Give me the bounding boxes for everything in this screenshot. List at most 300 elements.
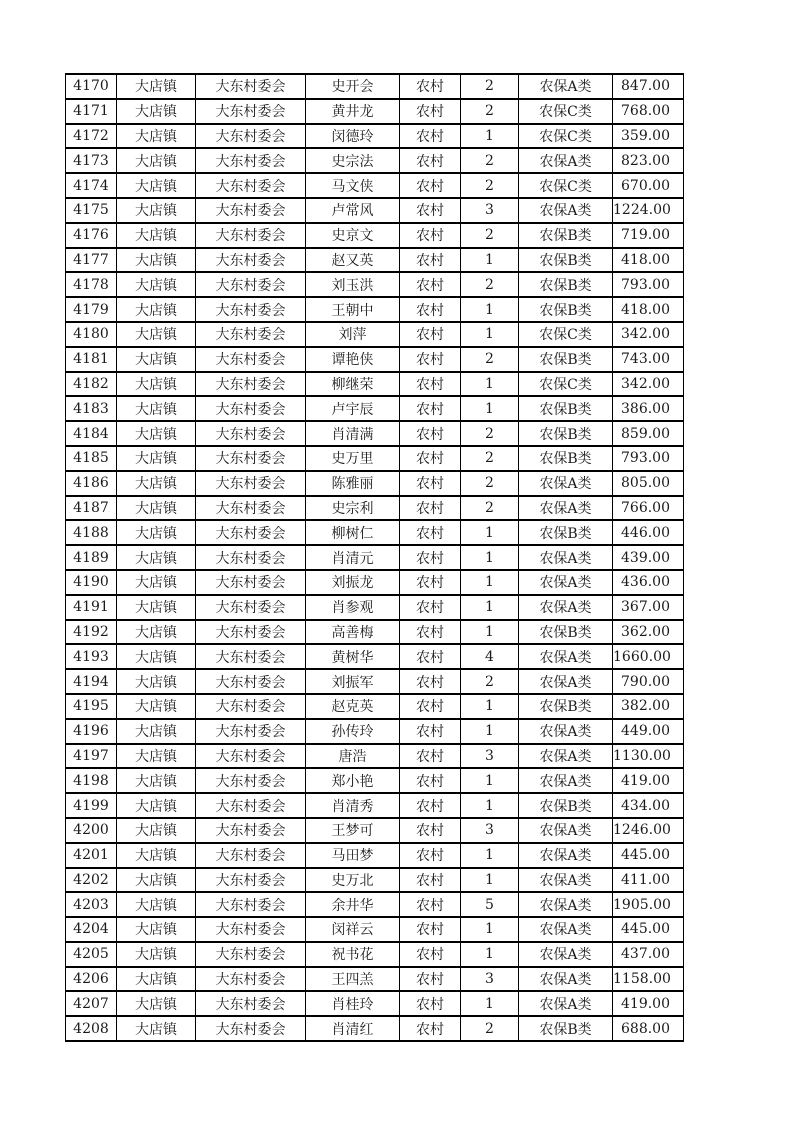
cell-count: 1 [461,322,519,347]
cell-amount: 688.00 [613,1016,684,1041]
cell-count: 1 [461,372,519,397]
cell-serial: 4195 [66,694,117,719]
cell-category: 农保B类 [519,1016,613,1041]
cell-count: 2 [461,74,519,99]
cell-residence: 农村 [400,719,461,744]
table-row [66,570,684,595]
cell-amount: 446.00 [613,520,684,545]
cell-serial: 4188 [66,520,117,545]
cell-village: 大东村委会 [196,545,306,570]
table-row [66,818,684,843]
cell-residence: 农村 [400,967,461,992]
cell-name: 史开会 [306,74,400,99]
cell-village: 大东村委会 [196,372,306,397]
table-row [66,372,684,397]
table-row [66,768,684,793]
cell-amount: 418.00 [613,248,684,273]
cell-village: 大东村委会 [196,719,306,744]
cell-village: 大东村委会 [196,520,306,545]
cell-count: 1 [461,694,519,719]
cell-town: 大店镇 [117,818,196,843]
cell-village: 大东村委会 [196,148,306,173]
cell-residence: 农村 [400,496,461,521]
cell-serial: 4176 [66,223,117,248]
cell-count: 3 [461,818,519,843]
cell-count: 1 [461,768,519,793]
cell-serial: 4185 [66,446,117,471]
table-row [66,694,684,719]
cell-town: 大店镇 [117,793,196,818]
cell-village: 大东村委会 [196,396,306,421]
cell-village: 大东村委会 [196,272,306,297]
cell-count: 2 [461,1016,519,1041]
cell-category: 农保C类 [519,322,613,347]
table-body [66,74,684,1041]
table-row [66,471,684,496]
table-row [66,272,684,297]
cell-count: 1 [461,595,519,620]
cell-name: 黄树华 [306,644,400,669]
cell-amount: 445.00 [613,917,684,942]
cell-count: 2 [461,496,519,521]
cell-amount: 434.00 [613,793,684,818]
cell-residence: 农村 [400,297,461,322]
cell-serial: 4204 [66,917,117,942]
cell-count: 1 [461,843,519,868]
cell-village: 大东村委会 [196,223,306,248]
cell-serial: 4199 [66,793,117,818]
cell-amount: 437.00 [613,942,684,967]
cell-count: 1 [461,545,519,570]
cell-serial: 4178 [66,272,117,297]
cell-serial: 4194 [66,669,117,694]
cell-name: 柳继荣 [306,372,400,397]
table-row [66,173,684,198]
cell-category: 农保B类 [519,248,613,273]
cell-category: 农保A类 [519,644,613,669]
cell-residence: 农村 [400,917,461,942]
cell-count: 3 [461,967,519,992]
cell-amount: 419.00 [613,768,684,793]
cell-residence: 农村 [400,843,461,868]
cell-amount: 670.00 [613,173,684,198]
cell-count: 1 [461,942,519,967]
cell-village: 大东村委会 [196,446,306,471]
cell-amount: 743.00 [613,347,684,372]
cell-category: 农保B类 [519,520,613,545]
cell-serial: 4179 [66,297,117,322]
cell-town: 大店镇 [117,520,196,545]
cell-amount: 418.00 [613,297,684,322]
cell-category: 农保B类 [519,223,613,248]
cell-town: 大店镇 [117,446,196,471]
cell-serial: 4193 [66,644,117,669]
table-row [66,644,684,669]
cell-residence: 农村 [400,545,461,570]
cell-category: 农保A类 [519,843,613,868]
cell-town: 大店镇 [117,74,196,99]
cell-village: 大东村委会 [196,744,306,769]
table-row [66,545,684,570]
cell-residence: 农村 [400,991,461,1016]
cell-residence: 农村 [400,768,461,793]
cell-residence: 农村 [400,421,461,446]
insurance-payment-table [65,73,684,1042]
cell-count: 3 [461,198,519,223]
cell-count: 1 [461,719,519,744]
cell-town: 大店镇 [117,421,196,446]
cell-town: 大店镇 [117,694,196,719]
cell-village: 大东村委会 [196,843,306,868]
table-row [66,496,684,521]
cell-name: 黄井龙 [306,99,400,124]
cell-town: 大店镇 [117,99,196,124]
cell-name: 肖清秀 [306,793,400,818]
cell-residence: 农村 [400,223,461,248]
cell-name: 王朝中 [306,297,400,322]
cell-town: 大店镇 [117,198,196,223]
cell-town: 大店镇 [117,545,196,570]
table-row [66,198,684,223]
cell-category: 农保B类 [519,421,613,446]
table-row [66,620,684,645]
table-row [66,843,684,868]
cell-residence: 农村 [400,198,461,223]
cell-serial: 4183 [66,396,117,421]
cell-count: 2 [461,173,519,198]
cell-serial: 4191 [66,595,117,620]
cell-count: 1 [461,570,519,595]
cell-serial: 4189 [66,545,117,570]
cell-name: 史宗法 [306,148,400,173]
cell-residence: 农村 [400,818,461,843]
cell-category: 农保A类 [519,818,613,843]
table-row [66,421,684,446]
cell-village: 大东村委会 [196,694,306,719]
cell-name: 肖清元 [306,545,400,570]
cell-category: 农保A类 [519,669,613,694]
cell-amount: 1224.00 [613,198,684,223]
cell-town: 大店镇 [117,223,196,248]
cell-serial: 4175 [66,198,117,223]
cell-amount: 793.00 [613,272,684,297]
table-row [66,99,684,124]
cell-name: 刘振军 [306,669,400,694]
cell-name: 卢常风 [306,198,400,223]
cell-count: 2 [461,148,519,173]
cell-amount: 367.00 [613,595,684,620]
cell-serial: 4203 [66,892,117,917]
cell-serial: 4205 [66,942,117,967]
cell-amount: 362.00 [613,620,684,645]
cell-name: 史万里 [306,446,400,471]
cell-name: 唐浩 [306,744,400,769]
cell-category: 农保A类 [519,967,613,992]
cell-village: 大东村委会 [196,570,306,595]
cell-count: 5 [461,892,519,917]
cell-residence: 农村 [400,644,461,669]
cell-village: 大东村委会 [196,768,306,793]
table-row [66,74,684,99]
cell-name: 肖桂玲 [306,991,400,1016]
cell-count: 2 [461,446,519,471]
cell-category: 农保A类 [519,496,613,521]
cell-village: 大东村委会 [196,868,306,893]
cell-village: 大东村委会 [196,793,306,818]
cell-residence: 农村 [400,595,461,620]
cell-name: 高善梅 [306,620,400,645]
table-row [66,297,684,322]
cell-serial: 4201 [66,843,117,868]
cell-name: 祝书花 [306,942,400,967]
cell-residence: 农村 [400,372,461,397]
table-row [66,719,684,744]
cell-category: 农保A类 [519,942,613,967]
cell-amount: 847.00 [613,74,684,99]
cell-village: 大东村委会 [196,595,306,620]
table-row [66,148,684,173]
cell-name: 史京文 [306,223,400,248]
cell-residence: 农村 [400,868,461,893]
cell-amount: 790.00 [613,669,684,694]
cell-town: 大店镇 [117,744,196,769]
cell-count: 1 [461,520,519,545]
cell-name: 余井华 [306,892,400,917]
cell-residence: 农村 [400,471,461,496]
cell-residence: 农村 [400,322,461,347]
cell-town: 大店镇 [117,843,196,868]
cell-amount: 805.00 [613,471,684,496]
cell-serial: 4187 [66,496,117,521]
cell-residence: 农村 [400,148,461,173]
cell-name: 郑小艳 [306,768,400,793]
cell-count: 1 [461,297,519,322]
cell-count: 2 [461,223,519,248]
cell-town: 大店镇 [117,471,196,496]
cell-name: 马田梦 [306,843,400,868]
cell-serial: 4207 [66,991,117,1016]
cell-category: 农保C类 [519,124,613,149]
cell-serial: 4200 [66,818,117,843]
cell-count: 4 [461,644,519,669]
cell-name: 王梦可 [306,818,400,843]
table-row [66,892,684,917]
table-row [66,520,684,545]
cell-category: 农保A类 [519,570,613,595]
cell-residence: 农村 [400,124,461,149]
table-row [66,967,684,992]
cell-village: 大东村委会 [196,248,306,273]
cell-category: 农保C类 [519,372,613,397]
cell-town: 大店镇 [117,620,196,645]
cell-amount: 859.00 [613,421,684,446]
cell-town: 大店镇 [117,248,196,273]
cell-village: 大东村委会 [196,991,306,1016]
cell-serial: 4174 [66,173,117,198]
cell-category: 农保B类 [519,793,613,818]
cell-name: 肖清满 [306,421,400,446]
table-row [66,446,684,471]
cell-count: 1 [461,620,519,645]
cell-residence: 农村 [400,99,461,124]
cell-category: 农保B类 [519,272,613,297]
cell-category: 农保A类 [519,892,613,917]
cell-serial: 4206 [66,967,117,992]
table-row [66,793,684,818]
cell-amount: 719.00 [613,223,684,248]
cell-village: 大东村委会 [196,644,306,669]
cell-count: 1 [461,868,519,893]
cell-category: 农保A类 [519,917,613,942]
cell-serial: 4202 [66,868,117,893]
cell-town: 大店镇 [117,297,196,322]
cell-town: 大店镇 [117,347,196,372]
cell-category: 农保A类 [519,471,613,496]
cell-residence: 农村 [400,669,461,694]
cell-name: 肖清红 [306,1016,400,1041]
cell-serial: 4181 [66,347,117,372]
cell-serial: 4180 [66,322,117,347]
cell-residence: 农村 [400,694,461,719]
cell-count: 2 [461,471,519,496]
cell-serial: 4184 [66,421,117,446]
table-row [66,669,684,694]
cell-village: 大东村委会 [196,620,306,645]
cell-residence: 农村 [400,620,461,645]
cell-category: 农保B类 [519,396,613,421]
cell-residence: 农村 [400,942,461,967]
cell-name: 史万北 [306,868,400,893]
cell-name: 闵德玲 [306,124,400,149]
cell-town: 大店镇 [117,173,196,198]
cell-amount: 445.00 [613,843,684,868]
cell-name: 史宗利 [306,496,400,521]
cell-amount: 766.00 [613,496,684,521]
cell-residence: 农村 [400,272,461,297]
cell-amount: 768.00 [613,99,684,124]
cell-category: 农保A类 [519,868,613,893]
cell-village: 大东村委会 [196,74,306,99]
cell-amount: 793.00 [613,446,684,471]
cell-residence: 农村 [400,74,461,99]
cell-category: 农保A类 [519,719,613,744]
cell-town: 大店镇 [117,570,196,595]
table-row [66,868,684,893]
cell-town: 大店镇 [117,396,196,421]
cell-village: 大东村委会 [196,173,306,198]
cell-residence: 农村 [400,173,461,198]
cell-count: 1 [461,124,519,149]
cell-town: 大店镇 [117,322,196,347]
table-row [66,744,684,769]
cell-name: 孙传玲 [306,719,400,744]
cell-name: 卢宇辰 [306,396,400,421]
cell-category: 农保A类 [519,991,613,1016]
cell-category: 农保B类 [519,446,613,471]
cell-count: 3 [461,744,519,769]
table-row [66,991,684,1016]
cell-town: 大店镇 [117,124,196,149]
cell-amount: 359.00 [613,124,684,149]
cell-serial: 4198 [66,768,117,793]
cell-name: 柳树仁 [306,520,400,545]
cell-village: 大东村委会 [196,198,306,223]
cell-village: 大东村委会 [196,1016,306,1041]
cell-town: 大店镇 [117,595,196,620]
cell-category: 农保B类 [519,694,613,719]
cell-amount: 386.00 [613,396,684,421]
cell-serial: 4186 [66,471,117,496]
cell-category: 农保A类 [519,74,613,99]
cell-category: 农保C类 [519,173,613,198]
cell-town: 大店镇 [117,967,196,992]
cell-residence: 农村 [400,570,461,595]
cell-name: 马文侠 [306,173,400,198]
cell-town: 大店镇 [117,892,196,917]
cell-residence: 农村 [400,347,461,372]
cell-amount: 411.00 [613,868,684,893]
cell-village: 大东村委会 [196,322,306,347]
table-row [66,917,684,942]
cell-name: 肖参观 [306,595,400,620]
cell-name: 闵祥云 [306,917,400,942]
cell-serial: 4171 [66,99,117,124]
cell-count: 1 [461,396,519,421]
cell-serial: 4196 [66,719,117,744]
cell-town: 大店镇 [117,496,196,521]
cell-amount: 1246.00 [613,818,684,843]
cell-count: 1 [461,917,519,942]
cell-count: 2 [461,272,519,297]
cell-category: 农保A类 [519,148,613,173]
cell-amount: 1660.00 [613,644,684,669]
cell-amount: 436.00 [613,570,684,595]
table-row [66,347,684,372]
cell-name: 赵又英 [306,248,400,273]
table-row [66,396,684,421]
cell-name: 王四羔 [306,967,400,992]
cell-count: 1 [461,248,519,273]
cell-name: 刘萍 [306,322,400,347]
cell-category: 农保B类 [519,347,613,372]
cell-serial: 4172 [66,124,117,149]
cell-residence: 农村 [400,1016,461,1041]
table-row [66,223,684,248]
cell-category: 农保B类 [519,297,613,322]
cell-town: 大店镇 [117,1016,196,1041]
cell-serial: 4177 [66,248,117,273]
cell-town: 大店镇 [117,868,196,893]
cell-town: 大店镇 [117,148,196,173]
cell-amount: 1130.00 [613,744,684,769]
cell-serial: 4197 [66,744,117,769]
cell-town: 大店镇 [117,942,196,967]
cell-town: 大店镇 [117,768,196,793]
cell-name: 刘振龙 [306,570,400,595]
cell-town: 大店镇 [117,372,196,397]
cell-category: 农保C类 [519,99,613,124]
cell-name: 谭艳侠 [306,347,400,372]
cell-residence: 农村 [400,892,461,917]
cell-village: 大东村委会 [196,967,306,992]
cell-serial: 4190 [66,570,117,595]
cell-town: 大店镇 [117,669,196,694]
cell-count: 1 [461,793,519,818]
table-row [66,595,684,620]
cell-village: 大东村委会 [196,942,306,967]
cell-village: 大东村委会 [196,892,306,917]
table-row [66,1016,684,1041]
